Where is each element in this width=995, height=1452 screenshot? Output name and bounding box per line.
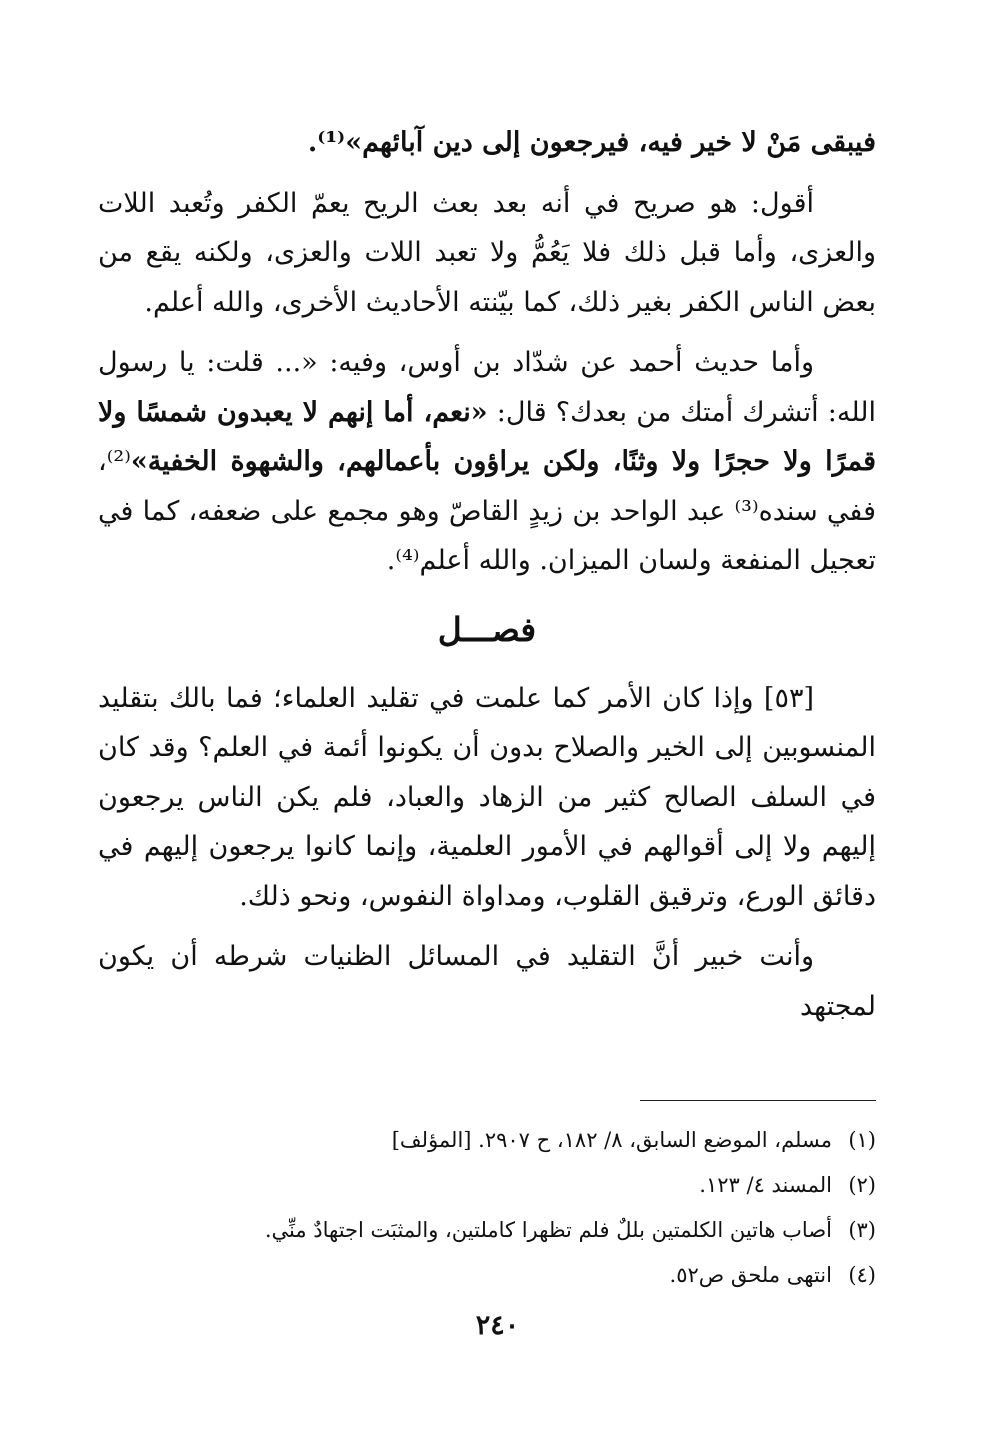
paragraph-53: [٥٣] وإذا كان الأمر كما علمت في تقليد العلماء؛ فما بالك بتقليد المنسوبين إلى الخير والصلاح بدون أن يكونوا أئمة في العلم؟ وقد كان في السلف الصالح كثير من الزهاد والعباد، فلم يكن الناس يرجعون إليهم ولا إلى أقوالهم في الأمور العلمية، وإنما كانوا يرجعون إليهم في دقائق الورع، وترقيق القلوب، ومداواة النفوس، ونحو ذلك. <box>98 682 876 912</box>
paragraph-hadith-ahmad-quote: «نعم، أما إنهم لا يعبدون شمسًا ولا قمرًا ولا حجرًا ولا وثنًا، ولكن يراؤون بأعمالهم، والشهوة الخفية» <box>98 396 876 477</box>
paragraph-hadith-ahmad <box>98 338 876 586</box>
footnote-divider <box>640 1100 876 1101</box>
footnote-number: (٤) <box>848 1263 876 1287</box>
footnotes <box>98 1118 876 1298</box>
footnote-text: انتهى ملحق ص٥٢. <box>669 1263 832 1287</box>
footnote-text: مسلم، الموضع السابق، ٨/ ١٨٢، ح ٢٩٠٧. [المؤلف] <box>391 1128 832 1152</box>
main-text <box>98 118 876 1042</box>
paragraph-hadith-ahmad-rest: ⁽²⁾، ففي سنده⁽³⁾ عبد الواحد بن زيدٍ القاصّ وهو مجمع على ضعفه، كما في تعجيل المنفعة ولسان الميزان. والله أعلم⁽⁴⁾. <box>98 446 876 576</box>
footnote-item <box>98 1208 876 1253</box>
footnote-number: (٢) <box>848 1173 876 1197</box>
footnote-text: أصاب هاتين الكلمتين بللٌ فلم تظهرا كاملتين، والمثبَت اجتهادٌ منِّي. <box>264 1218 832 1242</box>
page-number: ٢٤٠ <box>475 1310 520 1341</box>
footnote-text: المسند ٤/ ١٢٣. <box>699 1173 832 1197</box>
footnote-item <box>98 1253 876 1298</box>
section-heading: فصـــل <box>437 609 537 649</box>
paragraph-anta-khabir: وأنت خبير أنَّ التقليد في المسائل الظنيات شرطه أن يكون لمجتهد <box>98 941 876 1022</box>
footnote-item <box>98 1118 876 1163</box>
paragraph-hadith-ahmad-intro: وأما حديث أحمد عن شدّاد بن أوس، وفيه: «... قلت: يا رسول الله: أتشرك أمتك من بعدك؟ قال: <box>98 347 876 428</box>
footnote-number: (٣) <box>848 1218 876 1242</box>
paragraph-aqul: أقول: هو صريح في أنه بعد بعث الريح يعمّ الكفر وتُعبد اللات والعزى، وأما قبل ذلك فلا يَعُمُّ ولا تعبد اللات والعزى، ولكنه يقع من بعض الناس الكفر بغير ذلك، كما بيّنته الأحاديث الأخرى، والله أعلم. <box>98 187 876 318</box>
footnote-item <box>98 1163 876 1208</box>
paragraph-hadith-end: فيبقى مَنْ لا خير فيه، فيرجعون إلى دين آبائهم»⁽¹⁾. <box>307 127 876 158</box>
footnote-number: (١) <box>848 1128 876 1152</box>
